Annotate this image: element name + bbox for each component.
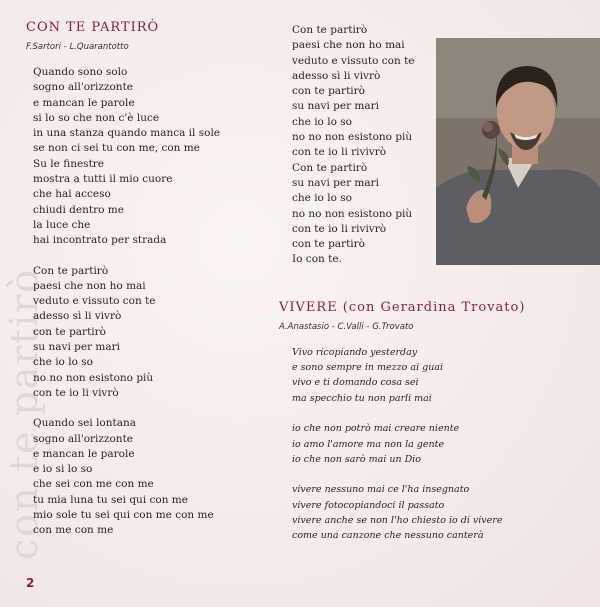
lyric-line: con te io li rivivrò	[292, 146, 387, 159]
lyric-line: con te partirò	[33, 325, 106, 338]
stanza-3	[33, 416, 220, 538]
lyric-line: con me con me	[33, 524, 114, 537]
lyrics-column-vivere	[292, 345, 502, 543]
lyric-line: con te io li vivrò	[33, 386, 119, 399]
lyric-line: e mancan le parole	[33, 447, 135, 460]
lyric-line: ma specchio tu non parli mai	[292, 392, 432, 404]
lyric-line: la luce che	[33, 218, 91, 231]
lyric-line: chiudi dentro me	[33, 203, 124, 216]
lyric-line: Vivo ricopiando yesterday	[292, 347, 418, 358]
lyrics-column-left	[33, 65, 220, 539]
lyric-line: con te io li rivivrò	[292, 222, 387, 235]
page-number: 2	[26, 576, 35, 590]
lyric-line: che sei con me con me	[33, 478, 154, 491]
lyric-line: veduto e vissuto con te	[33, 295, 156, 308]
lyric-line: no no non esistono più	[33, 371, 154, 384]
lyric-line: vivo e ti domando cosa sei	[292, 377, 419, 389]
lyric-line: Io con te.	[292, 253, 342, 266]
lyric-line: io che non sarò mai un Dio	[292, 453, 422, 465]
lyric-line: paesi che non ho mai	[292, 39, 405, 52]
singer-photo-illustration	[436, 38, 600, 265]
lyric-line: con te partirò	[292, 85, 365, 98]
lyric-line: tu mia luna tu sei qui con me	[33, 493, 188, 506]
lyric-line: vivere nessuno mai ce l'ha insegnato	[292, 484, 470, 496]
lyric-line: adesso sì li vivrò	[292, 69, 381, 82]
lyric-line: no no non esistono più	[292, 131, 413, 144]
lyric-line: Con te partirò	[292, 161, 368, 174]
lyrics-column-middle	[292, 23, 415, 268]
lyric-line: in una stanza quando manca il sole	[33, 127, 221, 140]
lyric-line: e sono sempre in mezzo ai guai	[292, 362, 444, 374]
lyric-line: su navi per mari	[33, 341, 121, 354]
lyric-line: che io lo so	[292, 192, 352, 205]
lyric-line: Quando sei lontana	[33, 417, 137, 430]
lyric-line: no no non esistono più	[292, 207, 413, 220]
vertical-watermark: con te partirò	[2, 267, 46, 560]
lyric-line: su navi per mari	[292, 176, 380, 189]
song-title-vivere: VIVERE (con Gerardina Trovato)	[279, 300, 526, 315]
lyric-line: vivere fotocopiandoci il passato	[292, 499, 445, 511]
stanza-1	[33, 65, 220, 249]
lyric-line: Quando sono solo	[33, 66, 128, 78]
lyric-line: Con te partirò	[33, 264, 109, 277]
singer-photo	[436, 38, 600, 265]
stanza-4	[292, 23, 415, 268]
lyric-line: e io si lo so	[33, 463, 93, 476]
lyric-line: io amo l'amore ma non la gente	[292, 438, 445, 450]
song-credits-vivere: A.Anastasio - C.Valli - G.Trovato	[279, 322, 414, 332]
lyric-line: Su le finestre	[33, 157, 105, 170]
lyric-line: hai incontrato per strada	[33, 234, 167, 247]
vivere-stanza-2	[292, 421, 502, 467]
lyric-line: come una canzone che nessuno canterà	[292, 530, 484, 542]
lyric-line: sogno all'orizzonte	[33, 81, 133, 94]
stanza-2	[33, 264, 220, 402]
song-title-con-te-partiro: CON TE PARTIRÒ	[26, 20, 160, 35]
lyric-line: sogno all'orizzonte	[33, 432, 133, 445]
lyric-line: che io lo so	[33, 356, 93, 369]
lyric-line: adesso sì li vivrò	[33, 310, 122, 323]
vivere-stanza-1	[292, 345, 502, 406]
lyric-line: mio sole tu sei qui con me con me	[33, 509, 214, 522]
lyric-line: se non ci sei tu con me, con me	[33, 142, 200, 155]
lyric-line: si lo so che non c'è luce	[33, 111, 160, 124]
lyric-line: Con te partirò	[292, 24, 368, 36]
lyric-line: con te partirò	[292, 238, 365, 251]
lyric-line: che hai acceso	[33, 188, 111, 201]
lyric-line: mostra a tutti il mio cuore	[33, 173, 173, 186]
lyric-line: paesi che non ho mai	[33, 279, 146, 292]
song-credits-con-te-partiro: F.Sartori - L.Quarantotto	[26, 42, 129, 52]
vivere-stanza-3	[292, 482, 502, 543]
lyric-line: e mancan le parole	[33, 96, 135, 109]
lyric-line: che io lo so	[292, 115, 352, 128]
lyric-line: vivere anche se non l'ho chiesto io di vivere	[292, 514, 503, 526]
lyric-line: io che non potrò mai creare niente	[292, 423, 460, 435]
lyric-line: su navi per mari	[292, 100, 380, 113]
lyric-line: veduto e vissuto con te	[292, 54, 415, 67]
